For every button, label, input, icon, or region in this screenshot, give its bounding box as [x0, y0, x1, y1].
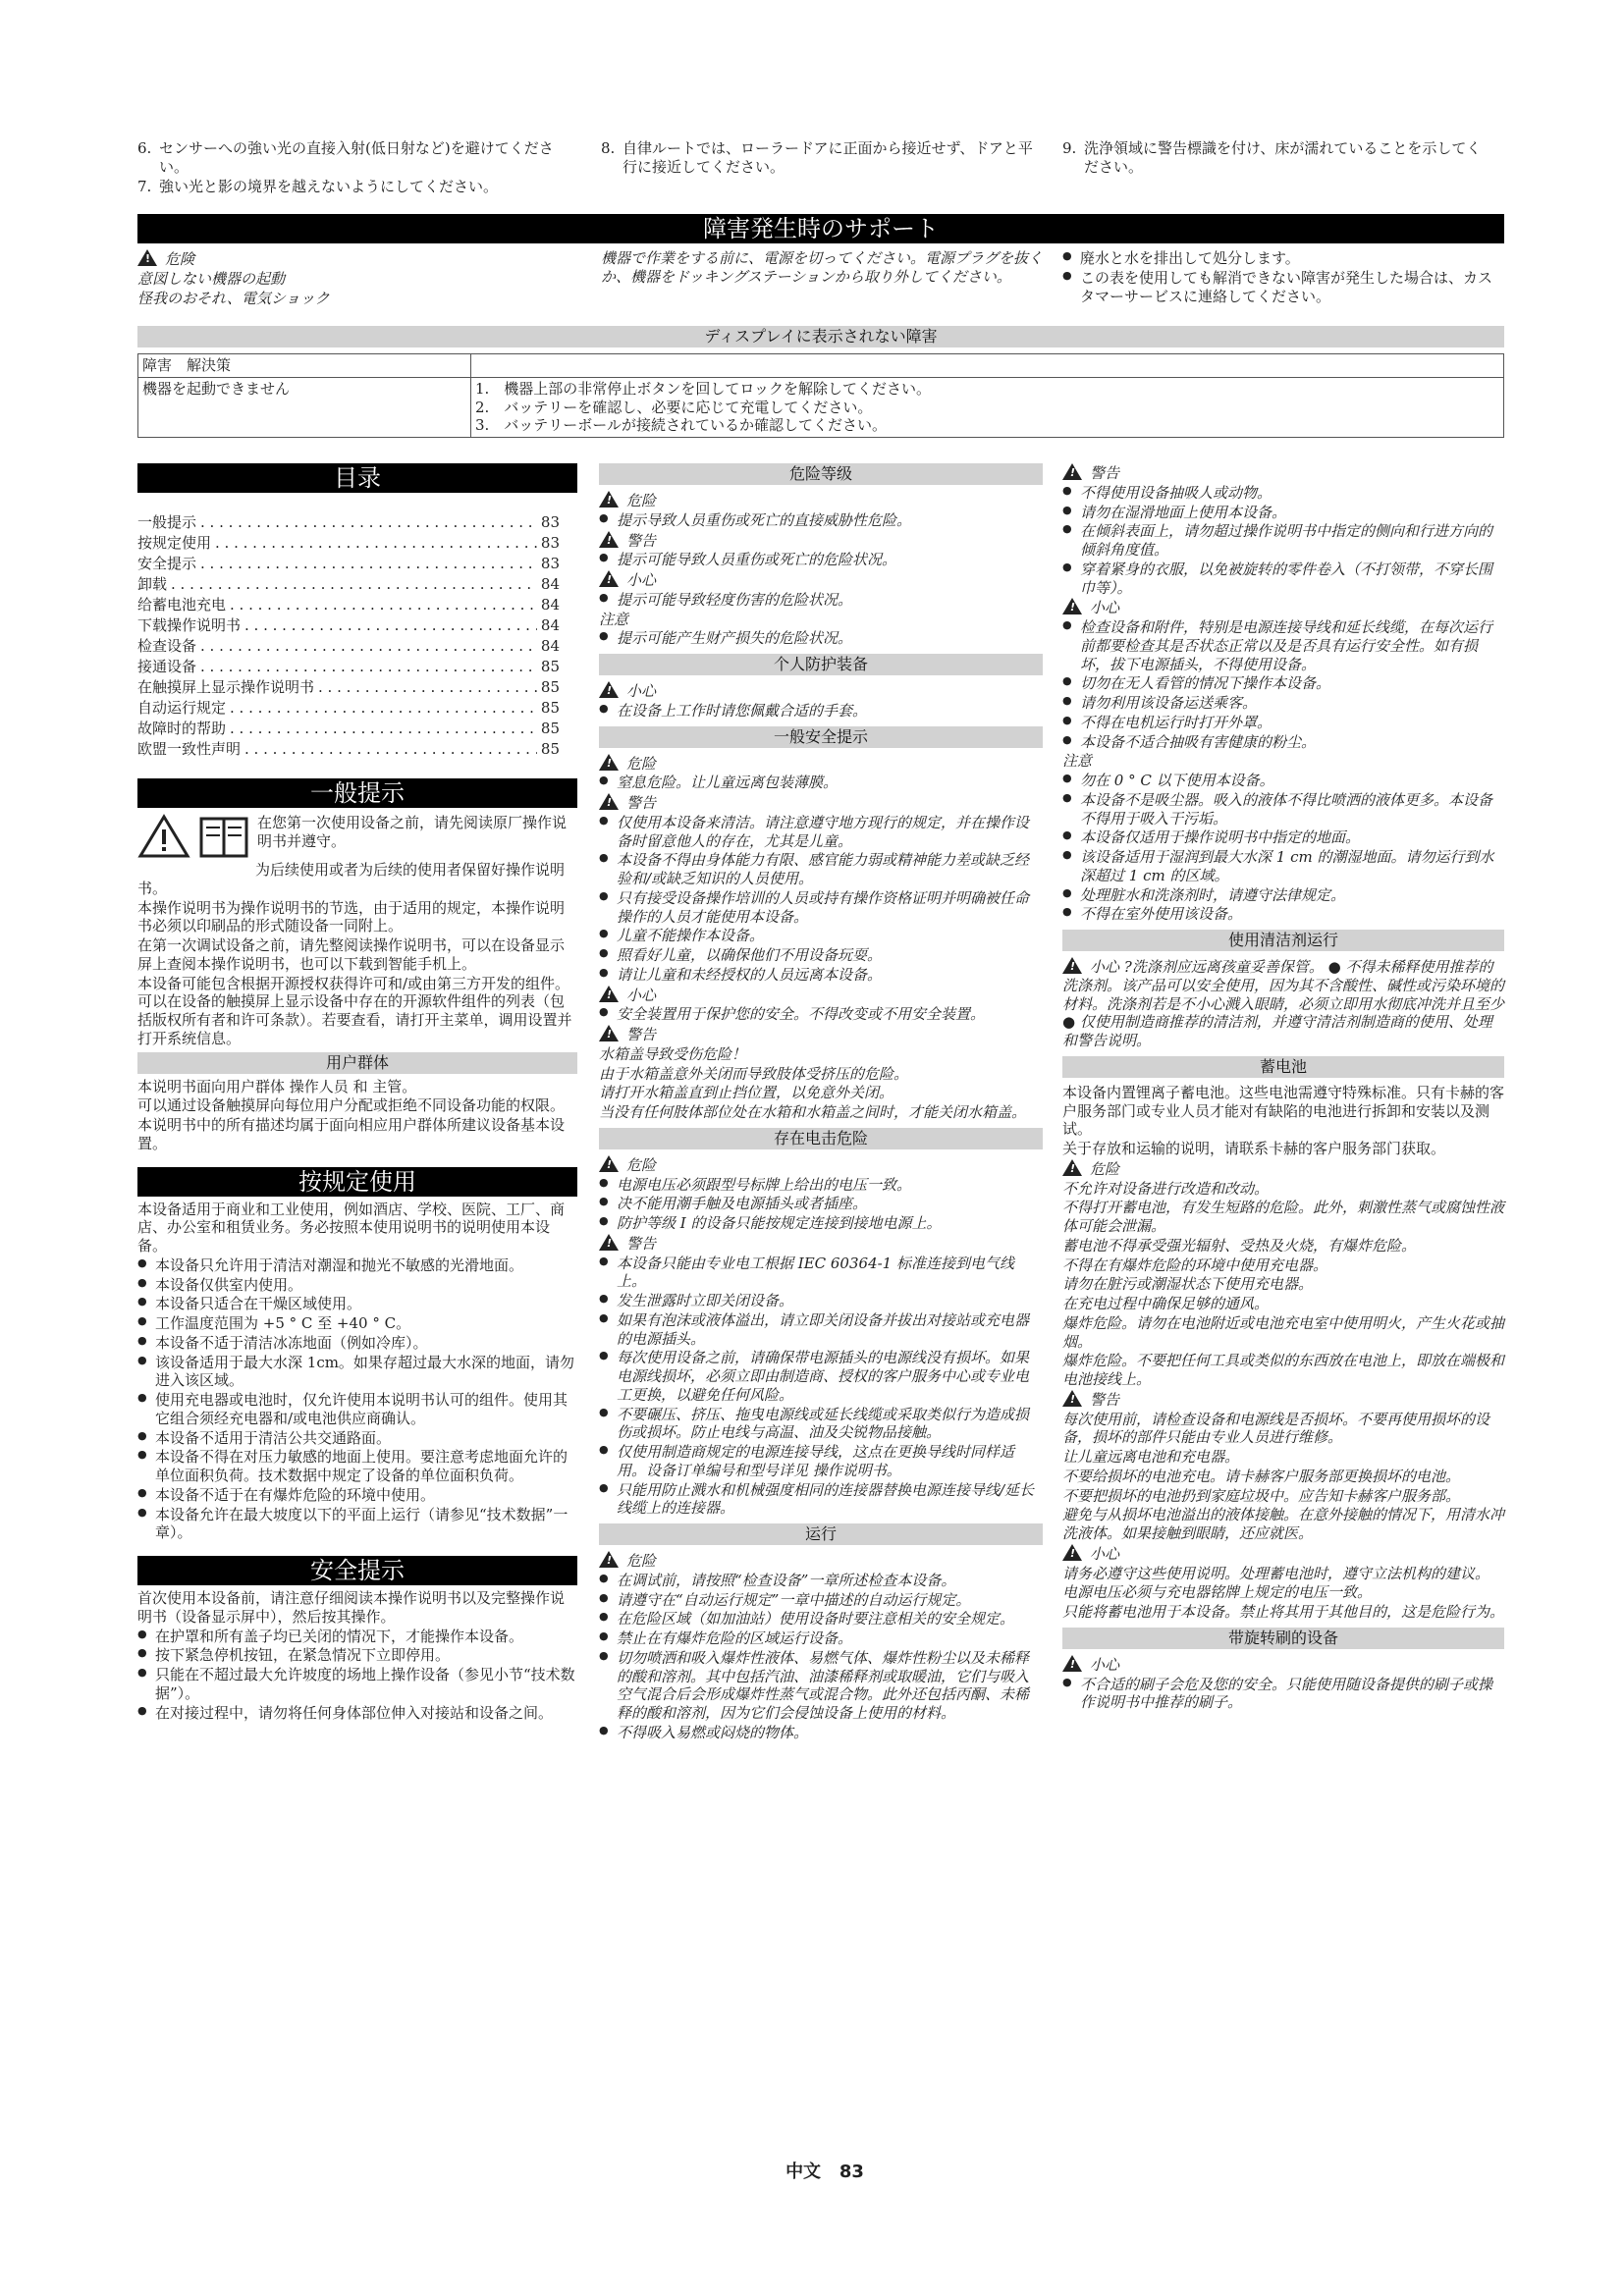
page-number: 83	[839, 2162, 864, 2182]
jp-sub-heading: ディスプレイに表示されない障害	[137, 326, 1504, 347]
warning-icon	[1062, 1159, 1082, 1176]
list-item: ● 不得吸入易燃或闷烧的物体。	[599, 1724, 1043, 1742]
toc-entry[interactable]: 欧盟一致性声明 . . . 85	[137, 739, 560, 759]
table-row	[138, 377, 1504, 437]
list-item: ● 按下紧急停机按钮，在紧急情况下立即停用。	[137, 1646, 577, 1665]
list-item: ● 不合适的刷子会危及您的安全。只能使用随设备提供的刷子或操作说明书中推荐的刷子。	[1062, 1676, 1504, 1713]
notice-label: 注意	[599, 610, 629, 628]
list-item: ● 仅使用本设备来清洁。请注意遵守地方现行的规定，并在操作设备时留意他人的存在，尤其是儿童。	[599, 814, 1043, 851]
list-item: ● 在调试前，请按照“检查设备”一章所述检查本设备。	[599, 1572, 1043, 1590]
list-item: ● 本设备仅适用于操作说明书中指定的地面。	[1062, 828, 1504, 847]
warning-icon	[1062, 598, 1082, 614]
notice-label: 注意	[1062, 752, 1093, 771]
hazard-levels-heading: 危险等级	[599, 463, 1043, 485]
list-item: ● 在危险区域（如加油站）使用设备时要注意相关的安全规定。	[599, 1610, 1043, 1629]
toc-heading: 目录	[137, 463, 577, 493]
list-item: ● 工作温度范围为 +5 ° C 至 +40 ° C。	[137, 1314, 577, 1333]
list-item: ● 发生泄露时立即关闭设备。	[599, 1292, 1043, 1310]
list-item: ● 穿着紧身的衣服，以免被旋转的零件卷入（不打领带，不穿长围巾等）。	[1062, 561, 1504, 598]
column-3: !警告 ● 不得使用设备抽吸人或动物。 ● 请勿在湿滑地面上使用本设备。 ● 在倾斜表面上，请勿超过操作说明书中指定的侧向和行进方向的倾斜角度值。 ● 穿着紧身的衣服，以免被旋转的零件卷入（不打领带，不穿长围巾等）。 !小心 ● 检查设备和附件，特别是电源连接导线和延长线缆，在每次运行前都要检查其是否状态正常以及是否具有运行安全性。如有损坏，拔下电源插头，不得使用设备。 ● 切勿在无人看管的情况下操作本设备。 ● 请勿利用该设备运送乘客。 ● 不得在电机运行时打开外罩。 ● 本设备不适合抽吸有害健康的粉尘。 注意 ● 勿在 0 ° C 以下使用本设备。 ● 本设备不是吸尘器。吸入的液体不得比喷洒的液体更多。本设备不得用于吸入干污垢。 ● 本设备仅适用于操作说明书中指定的地面。 ● 该设备适用于湿润到最大水深 1 cm 的潮湿地面。请勿运行到水深超过 1 cm 的区域。 ● 处理脏水和洗涤剂时，请遵守法律规定。 ● 不得在室外使用该设备。 使用清洁剂运行 !小心 ?洗涤剂应远离孩童妥善保管。 ● 不得未稀释使用推荐的洗涤剂。该产品可以安全使用，因为其不含酸性、碱性或污染环境的材料。洗涤剂若是不小心溅入眼睛，必须立即用水彻底冲洗并且至少 ● 仅使用制造商推荐的清洁剂，并遵守清洁剂制造商的使用、处理和警告说明。 蓄电池 本设备内置锂离子蓄电池。这些电池需遵守特殊标准。只有卡赫的客户服务部门或专业人员才能对有缺陷的电池进行拆卸和安装以及测试。 关于存放和运输的说明，请联系卡赫的客户服务部门获取。 !危险 不允许对设备进行改造和改动。 不得打开蓄电池，有发生短路的危险。此外，刺激性蒸气或腐蚀性液体可能会泄漏。 蓄电池不得承受强光辐射、受热及火烧，有爆炸危险。 不得在有爆炸危险的环境中使用充电器。 请勿在脏污或潮湿状态下使用充电器。 在充电过程中确保足够的通风。 爆炸危险。请勿在电池附近或电池充电室中使用明火，产生火花或抽烟。 爆炸危险。不要把任何工具或类似的东西放在电池上，即放在端极和电池接线上。 !警告 每次使用前，请检查设备和电源线是否损坏。不要再使用损坏的设备，损坏的部件只能由专业人员进行维修。 让儿童远离电池和充电器。 不要给损坏的电池充电。请卡赫客户服务部更换损坏的电池。 不要把损坏的电池扔到家庭垃圾中。应告知卡赫客户服务部。 避免与从损坏电池溢出的液体接触。在意外接触的情况下，用清水冲洗液体。如果接触到眼睛，还应就医。 !小心 请务必遵守这些使用说明。处理蓄电池时，遵守立法机构的建议。 电源电压必须与充电器铭牌上规定的电压一致。 只能将蓄电池用于本设备。禁止将其用于其他目的，这是危险行为。 带旋转刷的设备 !小心 ● 不合适的刷子会危及您的安全。只能使用随设备提供的刷子或操作说明书中推荐的刷子。	[1062, 463, 1504, 1713]
table-of-contents	[137, 512, 577, 759]
manual-book-icon	[198, 814, 249, 859]
list-item: ● 提示导致人员重伤或死亡的直接威胁性危险。	[599, 511, 1043, 530]
toc-entry[interactable]: 故障时的帮助 . . . 85	[137, 719, 560, 738]
list-item: ● 检查设备和附件，特别是电源连接导线和延长线缆，在每次运行前都要检查其是否状态正常以及是否具有运行安全性。如有损坏，拔下电源插头，不得使用设备。	[1062, 618, 1504, 673]
jp-right-block	[1062, 249, 1504, 306]
list-item: 6. センサーへの強い光の直接入射(低日射など)を避けてください。	[137, 139, 554, 176]
table-head: 障害 解決策	[138, 354, 471, 378]
list-item: ● 在护罩和所有盖子均已关闭的情况下，才能操作本设备。	[137, 1628, 577, 1646]
list-item: ● 不要碾压、挤压、拖曳电源线或延长线缆或采取类似行为造成损伤或损坏。防止电线与高温、油及尖锐物品接触。	[599, 1406, 1043, 1443]
detergent-heading: 使用清洁剂运行	[1062, 930, 1504, 951]
top-col-1	[137, 139, 560, 196]
list-item: ● この表を使用しても解消できない障害が発生した場合は、カスタマーサービスに連絡してください。	[1062, 269, 1504, 306]
list-item: ● 安全装置用于保护您的安全。不得改变或不用安全装置。	[599, 1005, 1043, 1024]
list-item: ● 该设备适用于最大水深 1cm。如果存超过最大水深的地面，请勿进入该区域。	[137, 1354, 577, 1391]
warning-icon	[1062, 1544, 1082, 1561]
jp-danger-line: 意図しない機器の起動	[137, 269, 286, 288]
jp-section-heading: 障害発生時のサポート	[137, 214, 1504, 243]
list-item: ● 决不能用潮手触及电源插头或者插座。	[599, 1195, 1043, 1213]
warning-icon	[599, 1025, 619, 1041]
jp-fault-table	[137, 353, 1504, 438]
list-item: ● 提示可能产生财产损失的危险状况。	[599, 629, 1043, 648]
list-item: ● 本设备不得由身体能力有限、感官能力弱或精神能力差或缺乏经验和/或缺乏知识的人员使用。	[599, 851, 1043, 888]
rotating-brush-heading: 带旋转刷的设备	[1062, 1628, 1504, 1649]
top-col-3	[1062, 139, 1494, 178]
electric-shock-heading: 存在电击危险	[599, 1128, 1043, 1149]
list-item: ● 只能在不超过最大允许坡度的场地上操作设备（参见小节“技术数据”）。	[137, 1666, 577, 1703]
list-item: ● 切勿喷洒和吸入爆炸性液体、易燃气体、爆炸性粉尘以及未稀释的酸和溶剂。其中包括汽油、油漆稀释剂或取暖油，它们与吸入空气混合后会形成爆炸性蒸气或混合物。此外还包括丙酮、未稀释的酸和溶剂，因为它们会侵蚀设备上使用的材料。	[599, 1649, 1043, 1723]
toc-entry[interactable]: 按规定使用 . . . 83	[137, 533, 560, 553]
operation-heading: 运行	[599, 1523, 1043, 1545]
ppe-heading: 个人防护装备	[599, 654, 1043, 675]
warning-icon	[137, 249, 157, 266]
toc-entry[interactable]: 在触摸屏上显示操作说明书 . . . 85	[137, 677, 560, 697]
warning-icon	[1062, 957, 1082, 974]
list-item: ● 请勿在湿滑地面上使用本设备。	[1062, 504, 1504, 522]
table-cell: 機器を起動できません	[138, 377, 471, 437]
user-group-heading: 用户群体	[137, 1052, 577, 1074]
list-item: ● 不得在室外使用该设备。	[1062, 905, 1504, 924]
list-item: ● 不得在电机运行时打开外罩。	[1062, 714, 1504, 732]
list-item: ● 本设备不是吸尘器。吸入的液体不得比喷洒的液体更多。本设备不得用于吸入干污垢。	[1062, 791, 1504, 828]
toc-entry[interactable]: 接通设备 . . . 85	[137, 657, 560, 676]
toc-entry[interactable]: 自动运行规定 . . . 85	[137, 698, 560, 718]
jp-danger-line: 怪我のおそれ、電気ショック	[137, 289, 330, 307]
warning-icon	[599, 1551, 619, 1568]
list-item: ● 儿童不能操作本设备。	[599, 927, 1043, 945]
list-item: ● 请勿利用该设备运送乘客。	[1062, 694, 1504, 713]
warning-icon	[599, 793, 619, 810]
toc-entry[interactable]: 给蓄电池充电 . . . 84	[137, 595, 560, 614]
warning-icon	[137, 814, 190, 859]
list-item: ● 本设备不适合抽吸有害健康的粉尘。	[1062, 733, 1504, 752]
toc-entry[interactable]: 下载操作说明书 . . . 84	[137, 615, 560, 635]
list-item: ● 在对接过程中，请勿将任何身体部位伸入对接站和设备之间。	[137, 1704, 577, 1723]
list-item: ● 廃水と水を排出して処分します。	[1062, 249, 1504, 268]
top-col-2	[601, 139, 1033, 178]
list-item: ● 防护等级 I 的设备只能按规定连接到接地电源上。	[599, 1214, 1043, 1233]
jp-danger-label: !危険	[137, 249, 589, 269]
list-item: ● 本设备只能由专业电工根据 IEC 60364-1 标准连接到电气线上。	[599, 1255, 1043, 1292]
toc-entry[interactable]: 卸载 . . . 84	[137, 574, 560, 594]
warning-icon	[599, 491, 619, 507]
warning-icon	[1062, 1390, 1082, 1407]
warning-icon	[599, 1155, 619, 1172]
list-item: ● 只能用防止溅水和机械强度相同的连接器替换电源连接导线/延长线缆上的连接器。	[599, 1481, 1043, 1519]
list-item: ● 如果有泡沫或液体溢出，请立即关闭设备并拔出对接站或充电器的电源插头。	[599, 1311, 1043, 1349]
list-item: ● 切勿在无人看管的情况下操作本设备。	[1062, 674, 1504, 693]
list-item: ● 该设备适用于湿润到最大水深 1 cm 的潮湿地面。请勿运行到水深超过 1 cm 的区域。	[1062, 848, 1504, 885]
warning-icon	[599, 986, 619, 1002]
list-item: ● 电源电压必须跟型号标牌上给出的电压一致。	[599, 1176, 1043, 1195]
list-item: ● 处理脏水和洗涤剂时，请遵守法律规定。	[1062, 886, 1504, 905]
list-item: 8. 自律ルートでは、ローラードアに正面から接近せず、ドアと平行に接近してください。	[601, 139, 1033, 176]
toc-entry[interactable]: 安全提示 . . . 83	[137, 554, 560, 573]
warning-icon	[599, 531, 619, 548]
list-item: ● 本设备只允许用于清洁对潮湿和抛光不敏感的光滑地面。	[137, 1256, 577, 1275]
list-item: ● 在倾斜表面上，请勿超过操作说明书中指定的侧向和行进方向的倾斜角度值。	[1062, 522, 1504, 560]
list-item: ● 本设备允许在最大坡度以下的平面上运行（请参见“技术数据”一章）。	[137, 1506, 577, 1543]
list-item: ● 本设备只适合在干燥区域使用。	[137, 1295, 577, 1313]
page-footer	[756, 2162, 893, 2184]
warning-icon	[599, 570, 619, 587]
list-item: ● 仅使用制造商规定的电源连接导线，这点在更换导线时同样适用。设备订单编号和型号详见 操作说明书。	[599, 1443, 1043, 1480]
list-item: ● 每次使用设备之前，请确保带电源插头的电源线没有损坏。如果电源线损坏，必须立即由制造商、授权的客户服务中心或专业电工更换，以避免任何风险。	[599, 1349, 1043, 1404]
list-item: ● 请遵守在“自动运行规定”一章中描述的自动运行规定。	[599, 1591, 1043, 1610]
list-item: 7. 強い光と影の境界を越えないようにしてください。	[137, 177, 499, 195]
list-item: ● 照看好儿童，以确保他们不用设备玩耍。	[599, 946, 1043, 965]
list-item: ● 使用充电器或电池时，仅允许使用本说明书认可的组件。使用其它组合须经充电器和/或电池供应商确认。	[137, 1391, 577, 1428]
list-item: ● 本设备不适于在有爆炸危险的环境中使用。	[137, 1486, 577, 1505]
list-item: ● 请让儿童和未经授权的人员远离本设备。	[599, 966, 1043, 985]
general-intro: 在您第一次使用设备之前，请先阅读原厂操作说明书并遵守。	[137, 814, 577, 860]
list-item: ● 本设备不适于清洁冰冻地面（例如冷库）。	[137, 1334, 577, 1353]
list-item: ● 窒息危险。让儿童远离包装薄膜。	[599, 774, 1043, 792]
general-safety-heading: 一般安全提示	[599, 726, 1043, 748]
list-item: ● 提示可能导致人员重伤或死亡的危险状况。	[599, 551, 1043, 569]
warning-icon	[599, 754, 619, 771]
column-2: 危险等级 !危险 ● 提示导致人员重伤或死亡的直接威胁性危险。 !警告 ● 提示可能导致人员重伤或死亡的危险状况。 !小心 ● 提示可能导致轻度伤害的危险状况。 注意 ● 提示可能产生财产损失的危险状况。 个人防护装备 !小心 ● 在设备上工作时请您佩戴合适的手套。 一般安全提示 !危险 ● 窒息危险。让儿童远离包装薄膜。 !警告 ● 仅使用本设备来清洁。请注意遵守地方现行的规定，并在操作设备时留意他人的存在，尤其是儿童。 ● 本设备不得由身体能力有限、感官能力弱或精神能力差或缺乏经验和/或缺乏知识的人员使用。 ● 只有接受设备操作培训的人员或持有操作资格证明并明确被任命操作的人员才能使用本设备。 ● 儿童不能操作本设备。 ● 照看好儿童，以确保他们不用设备玩耍。 ● 请让儿童和未经授权的人员远离本设备。 !小心 ● 安全装置用于保护您的安全。不得改变或不用安全装置。 !警告 水箱盖导致受伤危险！ 由于水箱盖意外关闭而导致肢体受挤压的危险。 请打开水箱盖直到止挡位置，以免意外关闭。 当没有任何肢体部位处在水箱和水箱盖之间时，才能关闭水箱盖。 存在电击危险 !危险 ● 电源电压必须跟型号标牌上给出的电压一致。 ● 决不能用潮手触及电源插头或者插座。 ● 防护等级 I 的设备只能按规定连接到接地电源上。 !警告 ● 本设备只能由专业电工根据 IEC 60364-1 标准连接到电气线上。 ● 发生泄露时立即关闭设备。 ● 如果有泡沫或液体溢出，请立即关闭设备并拔出对接站或充电器的电源插头。 ● 每次使用设备之前，请确保带电源插头的电源线没有损坏。如果电源线损坏，必须立即由制造商、授权的客户服务中心或专业电工更换，以避免任何风险。 ● 不要碾压、挤压、拖曳电源线或延长线缆或采取类似行为造成损伤或损坏。防止电线与高温、油及尖锐物品接触。 ● 仅使用制造商规定的电源连接导线，这点在更换导线时同样适用。设备订单编号和型号详见 操作说明书。 ● 只能用防止溅水和机械强度相同的连接器替换电源连接导线/延长线缆上的连接器。 运行 !危险 ● 在调试前，请按照“检查设备”一章所述检查本设备。 ● 请遵守在“自动运行规定”一章中描述的自动运行规定。 ● 在危险区域（如加油站）使用设备时要注意相关的安全规定。 ● 禁止在有爆炸危险的区域运行设备。 ● 切勿喷洒和吸入爆炸性液体、易燃气体、爆炸性粉尘以及未稀释的酸和溶剂。其中包括汽油、油漆稀释剂或取暖油，它们与吸入空气混合后会形成爆炸性蒸气或混合物。此外还包括丙酮、未稀释的酸和溶剂，因为它们会侵蚀设备上使用的材料。 ● 不得吸入易燃或闷烧的物体。	[599, 463, 1043, 1743]
list-item: ● 勿在 0 ° C 以下使用本设备。	[1062, 772, 1504, 790]
battery-heading: 蓄电池	[1062, 1056, 1504, 1078]
warning-icon	[599, 681, 619, 698]
list-item: 9. 洗浄領域に警告標識を付け、床が濡れていることを示してください。	[1062, 139, 1482, 176]
general-heading: 一般提示	[137, 778, 577, 808]
warning-icon	[599, 1234, 619, 1251]
jp-danger-text: 機器で作業をする前に、電源を切ってください。電源プラグを抜くか、機器をドッキングステーションから取り外してください。	[601, 249, 1044, 286]
warning-icon	[1062, 1655, 1082, 1672]
list-item: ● 本设备仅供室内使用。	[137, 1276, 577, 1295]
toc-entry[interactable]: 一般提示 . . . 83	[137, 512, 560, 532]
toc-entry[interactable]: 检查设备 . . . 84	[137, 636, 560, 656]
list-item: ● 在设备上工作时请您佩戴合适的手套。	[599, 702, 1043, 721]
footer-language: 中文	[785, 2162, 822, 2182]
safety-heading: 安全提示	[137, 1556, 577, 1585]
intended-use-heading: 按规定使用	[137, 1167, 577, 1197]
list-item: ● 本设备不适用于清洁公共交通路面。	[137, 1429, 577, 1448]
jp-danger-block	[137, 249, 589, 308]
list-item: ● 禁止在有爆炸危险的区域运行设备。	[599, 1629, 1043, 1648]
list-item: ● 本设备不得在对压力敏感的地面上使用。要注意考虑地面允许的单位面积负荷。技术数据中规定了设备的单位面积负荷。	[137, 1448, 577, 1485]
table-cell: 1. 機器上部の非常停止ボタンを回してロックを解除してください。 2. バッテリーを確認し、必要に応じて充電してください。 3. バッテリーボールが接続されているか確認してください。	[471, 377, 1504, 437]
list-item: ● 只有接受设备操作培训的人员或持有操作资格证明并明确被任命操作的人员才能使用本设备。	[599, 889, 1043, 927]
column-1: 目录 一般提示 . . . 83 按规定使用 . . . 83 安全提示 . . . 83 卸载 . . . 84 给蓄电池充电 . . . 84 下载操作说明书 . . . 84 检查设备 . . . 84 接通设备 . . . 85 在触摸屏上显示操作说明书 . . . 85 自动运行规定 . . . 85 故障时的帮助 . . . 85 欧盟一致性声明 . . . 85 一般提示 在您第一次使用设备之前，请先阅读原厂操作说明书并遵守。 为后续使用或者为后续的使用者保留好操作说明书。 本操作说明书为操作说明书的节选，由于适用的规定，本操作说明书必须以印刷品的形式随设备一同附上。 在第一次调试设备之前，请先整阅读操作说明书，可以在设备显示屏上查阅本操作说明书，也可以下载到智能手机上。 本设备可能包含根据开源授权获得许可和/或由第三方开发的组件。可以在设备的触摸屏上显示设备中存在的开源软件组件的列表（包括版权所有者和许可条款）。若要查看，请打开主菜单，调用设置并打开系统信息。 用户群体 本说明书面向用户群体 操作人员 和 主管。 可以通过设备触摸屏向每位用户分配或拒绝不同设备功能的权限。 本说明书中的所有描述均属于面向相应用户群体所建议设备基本设置。 按规定使用 本设备适用于商业和工业使用，例如酒店、学校、医院、工厂、商店、办公室和租赁业务。务必按照本使用说明书的说明使用本设备。 ● 本设备只允许用于清洁对潮湿和抛光不敏感的光滑地面。 ● 本设备仅供室内使用。 ● 本设备只适合在干燥区域使用。 ● 工作温度范围为 +5 ° C 至 +40 ° C。 ● 本设备不适于清洁冰冻地面（例如冷库）。 ● 该设备适用于最大水深 1cm。如果存超过最大水深的地面，请勿进入该区域。 ● 使用充电器或电池时，仅允许使用本说明书认可的组件。使用其它组合须经充电器和/或电池供应商确认。 ● 本设备不适用于清洁公共交通路面。 ● 本设备不得在对压力敏感的地面上使用。要注意考虑地面允许的单位面积负荷。技术数据中规定了设备的单位面积负荷。 ● 本设备不适于在有爆炸危险的环境中使用。 ● 本设备允许在最大坡度以下的平面上运行（请参见“技术数据”一章）。 安全提示 首次使用本设备前，请注意仔细阅读本操作说明书以及完整操作说明书（设备显示屏中），然后按其操作。 ● 在护罩和所有盖子均已关闭的情况下，才能操作本设备。 ● 按下紧急停机按钮，在紧急情况下立即停用。 ● 只能在不超过最大允许坡度的场地上操作设备（参见小节“技术数据”）。 ● 在对接过程中，请勿将任何身体部位伸入对接站和设备之间。	[137, 463, 577, 1723]
warning-icon	[1062, 463, 1082, 480]
list-item: ● 提示可能导致轻度伤害的危险状况。	[599, 591, 1043, 610]
list-item: ● 不得使用设备抽吸人或动物。	[1062, 484, 1504, 503]
